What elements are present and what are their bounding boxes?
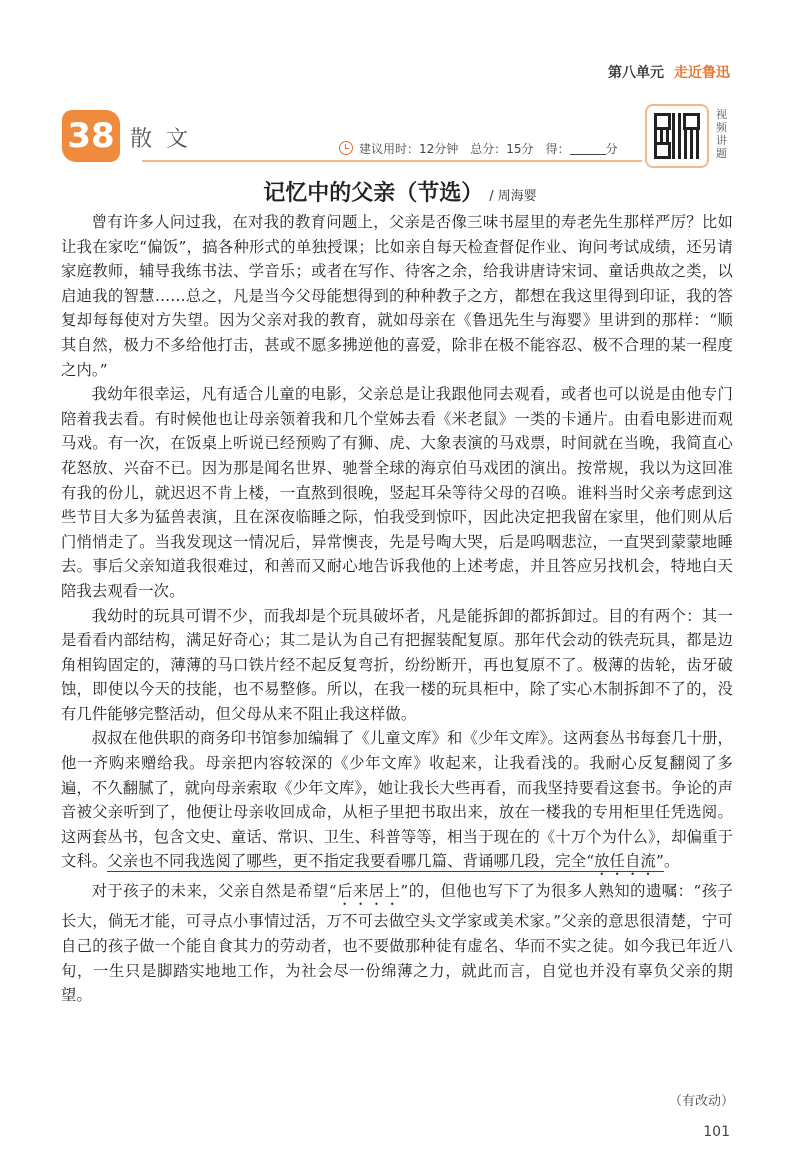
article-title: 记忆中的父亲（节选）	[263, 181, 484, 206]
underlined-text: 父亲也不同我选阅了哪些，更不指定我要看哪几篇、背诵哪几段，完全	[107, 852, 587, 871]
unit-label: 第八单元	[608, 65, 664, 81]
paragraph-5	[61, 879, 733, 1007]
score-unit: 分	[605, 142, 618, 156]
header-divider	[142, 160, 642, 162]
paragraph-4-text: 叔叔在他供职的商务印书馆参加编辑了《儿童文库》和《少年文库》。这两套丛书每套几十册，他一齐购来赠给我。母亲把内容较深的《少年文库》收起来，让我看浅的。我耐心反复翻阅了多遍，不久翻腻了，就向母亲索取《少年文库》，她让我长大些再看，而我坚持要看这套书。争论的声音被父亲听到了，他便让母亲收回成命，从柜子里把书取出来，放在一楼我的专用柜里任凭选阅。这两套丛书，包含文史、童话、常识、卫生、科普等等，相当于现在的《十万个为什么》，却偏重于文科。	[61, 729, 734, 871]
qr-corner-icon	[654, 142, 671, 159]
total-score: 总分：15分	[470, 142, 534, 156]
paragraph-4	[61, 726, 733, 879]
lesson-bar	[62, 104, 727, 170]
paragraph-1: 曾有许多人问过我，在对我的教育问题上，父亲是否像三味书屋里的寿老先生那样严厉？比如让我在家吃“偏饭”，搞各种形式的单独授课；比如亲自每天检查督促作业、询问考试成绩，还另请家庭教师，辅导我练书法、学音乐；或者在写作、待客之余，给我讲唐诗宋词、童话典故之类，以启迪我的智慧……总之，凡是当今父母能想得到的种种教子之方，都想在我这里得到印证，我的答复却每每使对方失望。因为父亲对我的教育，就如母亲在《鲁迅先生与海婴》里讲到的那样：“顺其自然，极力不多给他打击，甚或不愿多拂逆他的喜爱，除非在极不能容忍、极不合理的某一程度之内。”	[61, 213, 733, 379]
article-author: / 周海婴	[489, 189, 537, 204]
lesson-number-badge: 38	[62, 110, 120, 162]
article-body	[61, 210, 733, 1008]
paragraph-4-end: 。	[663, 852, 680, 871]
qr-corner-icon	[683, 113, 700, 130]
dotted-phrase-fangrenziliu: “放任自流”	[586, 852, 664, 871]
underlined-sentence	[107, 852, 664, 872]
qr-code-frame[interactable]	[645, 104, 709, 168]
lesson-type: 散文	[130, 127, 203, 152]
paragraph-2: 我幼年很幸运，凡有适合儿童的电影，父亲总是让我跟他同去观看，或者也可以说是由他专门陪着我去看。有时候他也让母亲领着我和几个堂姊去看《米老鼠》一类的卡通片。由看电影进而观马戏。有一次，在饭桌上听说已经预购了有狮、虎、大象表演的马戏票，时间就在当晚，我简直心花怒放、兴奋不已。因为那是闻名世界、驰誉全球的海京伯马戏团的演出。按常规，我以为这回准有我的份儿，就迟迟不肯上楼，一直熬到很晚，竖起耳朵等待父母的召唤。谁料当时父亲考虑到这些节目大多为猛兽表演，且在深夜临睡之际，怕我受到惊吓，因此决定把我留在家里，他们则从后门悄悄走了。当我发现这一情况后，异常懊丧，先是号啕大哭，后是呜咽悲泣，一直哭到蒙蒙地睡去。事后父亲知道我很难过，和善而又耐心地告诉我他的上述考虑，并且答应另找机会，特地白天陪我去观看一次。	[61, 385, 733, 600]
score-input-blank[interactable]	[570, 142, 606, 155]
revised-note: （有改动）	[668, 1094, 734, 1109]
paragraph-3: 我幼时的玩具可谓不少，而我却是个玩具破坏者，凡是能拆卸的都拆卸过。目的有两个：其一是看看内部结构，满足好奇心；其二是认为自己有把握装配复原。那年代会动的铁壳玩具，都是边角相钩固定的，薄薄的马口铁片经不起反复弯折，纷纷断开，再也复原不了。极薄的齿轮，齿牙破蚀，即使以今天的技能，也不易整修。所以，在我一楼的玩具柜中，除了实心木制拆卸不了的，没有几件能够完整活动，但父母从来不阻止我这样做。	[61, 606, 733, 723]
score-label: 得：	[545, 142, 570, 156]
qr-corner-icon	[654, 113, 671, 130]
paragraph-5-rest: ”的，但他也写下了为很多人熟知的遗嘱：“孩子长大，倘无才能，可寻点小事情过活，万不可去做空头文学家或美术家。”父亲的意思很清楚，宁可自己的孩子做一个能自食其力的劳动者，也不要做那种徒有虚名、华而不实之徒。如今我已年近八旬，一生只是脚踏实地地工作，为社会尽一份绵薄之力，就此而言，自觉也并没有辜负父亲的期望。	[61, 882, 733, 1005]
video-explanation-label: 视频讲题	[716, 108, 727, 160]
unit-name: 走近鲁迅	[674, 65, 730, 81]
unit-header	[608, 62, 730, 82]
dotted-phrase-houlaijushang: 后来居上	[336, 882, 401, 901]
paragraph-5-start: 对于孩子的未来，父亲自然是希望“	[91, 882, 337, 901]
suggested-time: 建议用时：12分钟	[359, 142, 459, 156]
page-number: 101	[703, 1124, 730, 1140]
lesson-stats	[339, 140, 618, 157]
article-title-row	[0, 176, 800, 207]
clock-icon	[339, 141, 353, 155]
